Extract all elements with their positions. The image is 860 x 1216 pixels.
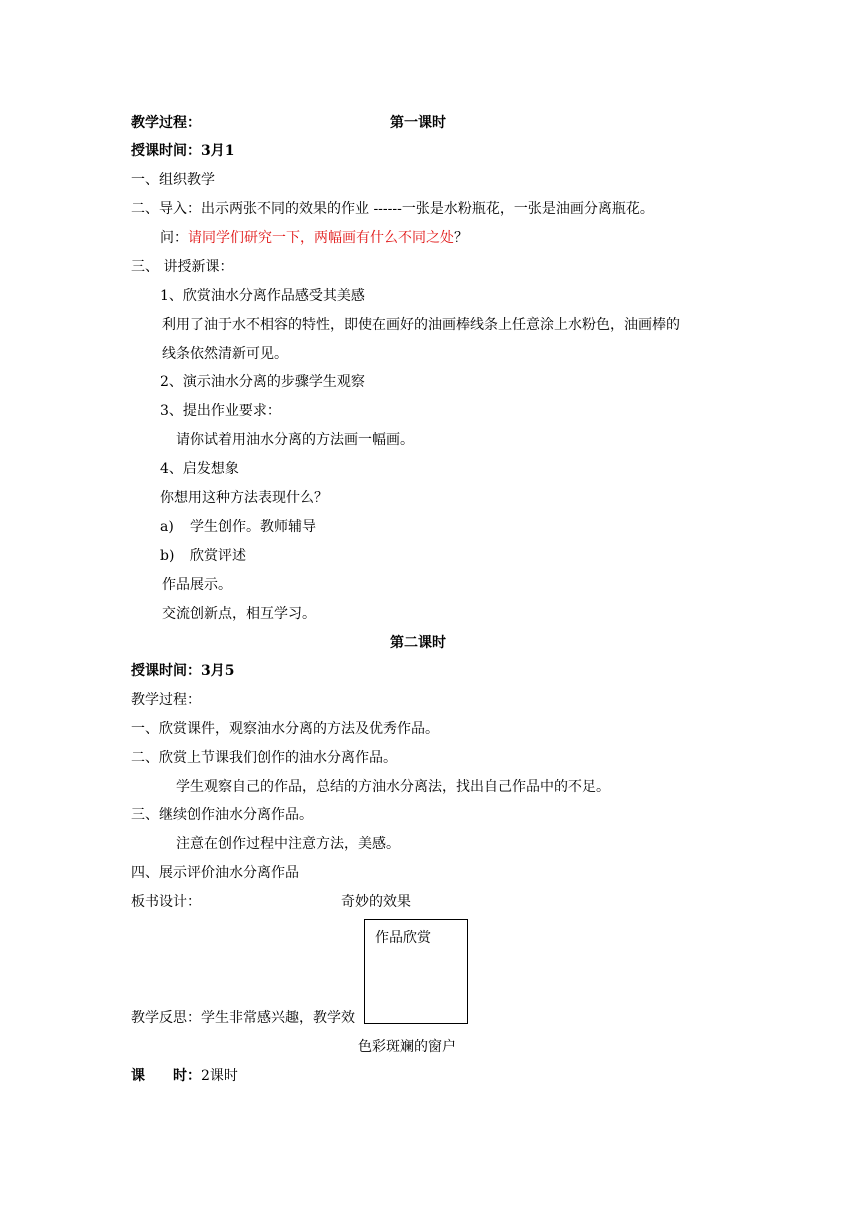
next-lesson-title: 色彩斑斓的窗户 bbox=[358, 1039, 456, 1055]
list-a-marker: a) bbox=[160, 519, 174, 535]
sub-1: 1、欣赏油水分离作品感受其美感 bbox=[160, 288, 365, 304]
show-works: 作品展示。 bbox=[162, 577, 232, 593]
list-b-marker: b) bbox=[160, 548, 175, 564]
lesson-1-date: 授课时间：3月1 bbox=[131, 143, 235, 159]
l2-step-2-detail: 学生观察自己的作品，总结的方油水分离法，找出自己作品中的不足。 bbox=[176, 779, 610, 795]
board-design-title: 奇妙的效果 bbox=[341, 894, 411, 910]
board-box-label: 作品欣赏 bbox=[375, 930, 431, 946]
l2-step-4: 四、展示评价油水分离作品 bbox=[131, 865, 299, 881]
para-1-line-1: 利用了油于水不相容的特性，即使在画好的油画棒线条上任意涂上水粉色，油画棒的 bbox=[162, 317, 680, 333]
lesson-process-label: 教学过程： bbox=[131, 115, 201, 131]
lesson-1-title: 第一课时 bbox=[390, 115, 446, 131]
l2-step-3: 三、继续创作油水分离作品。 bbox=[131, 807, 313, 823]
teaching-reflection: 教学反思：学生非常感兴趣，教学效 bbox=[131, 1010, 355, 1026]
l2-step-1: 一、欣赏课件，观察油水分离的方法及优秀作品。 bbox=[131, 721, 439, 737]
step-intro: 二、导入：出示两张不同的效果的作业 ------一张是水粉瓶花，一张是油画分离瓶花。 bbox=[131, 201, 654, 217]
exchange-line: 交流创新点，相互学习。 bbox=[162, 606, 316, 622]
lesson-2-process-label: 教学过程： bbox=[131, 692, 201, 708]
para-1-line-2: 线条依然清新可见。 bbox=[162, 346, 288, 362]
lesson-2-title: 第二课时 bbox=[390, 635, 446, 651]
sub-4: 4、启发想象 bbox=[160, 461, 239, 477]
sub-3: 3、提出作业要求： bbox=[160, 403, 281, 419]
imagine-question: 你想用这种方法表现什么？ bbox=[160, 490, 328, 506]
question-suffix: ？ bbox=[454, 230, 468, 246]
question-prefix: 问： bbox=[160, 230, 188, 246]
question-highlight: 请同学们研究一下，两幅画有什么不同之处 bbox=[188, 230, 454, 246]
list-b-text: 欣赏评述 bbox=[190, 548, 246, 564]
step-organize: 一、组织教学 bbox=[131, 172, 215, 188]
class-hours bbox=[131, 1066, 238, 1086]
question-line bbox=[160, 228, 468, 248]
board-design-label: 板书设计： bbox=[131, 894, 201, 910]
list-a-text: 学生创作。教师辅导 bbox=[190, 519, 316, 535]
board-box bbox=[364, 919, 468, 1024]
class-hours-value: 2课时 bbox=[201, 1068, 238, 1084]
class-hours-label: 课 时： bbox=[131, 1068, 201, 1084]
l2-step-2: 二、欣赏上节课我们创作的油水分离作品。 bbox=[131, 750, 397, 766]
task-line: 请你试着用油水分离的方法画一幅画。 bbox=[176, 432, 414, 448]
step-new-lesson: 三、 讲授新课： bbox=[131, 259, 234, 275]
l2-step-3-detail: 注意在创作过程中注意方法，美感。 bbox=[176, 836, 400, 852]
lesson-2-date: 授课时间：3月5 bbox=[131, 663, 235, 679]
sub-2: 2、演示油水分离的步骤学生观察 bbox=[160, 374, 365, 390]
